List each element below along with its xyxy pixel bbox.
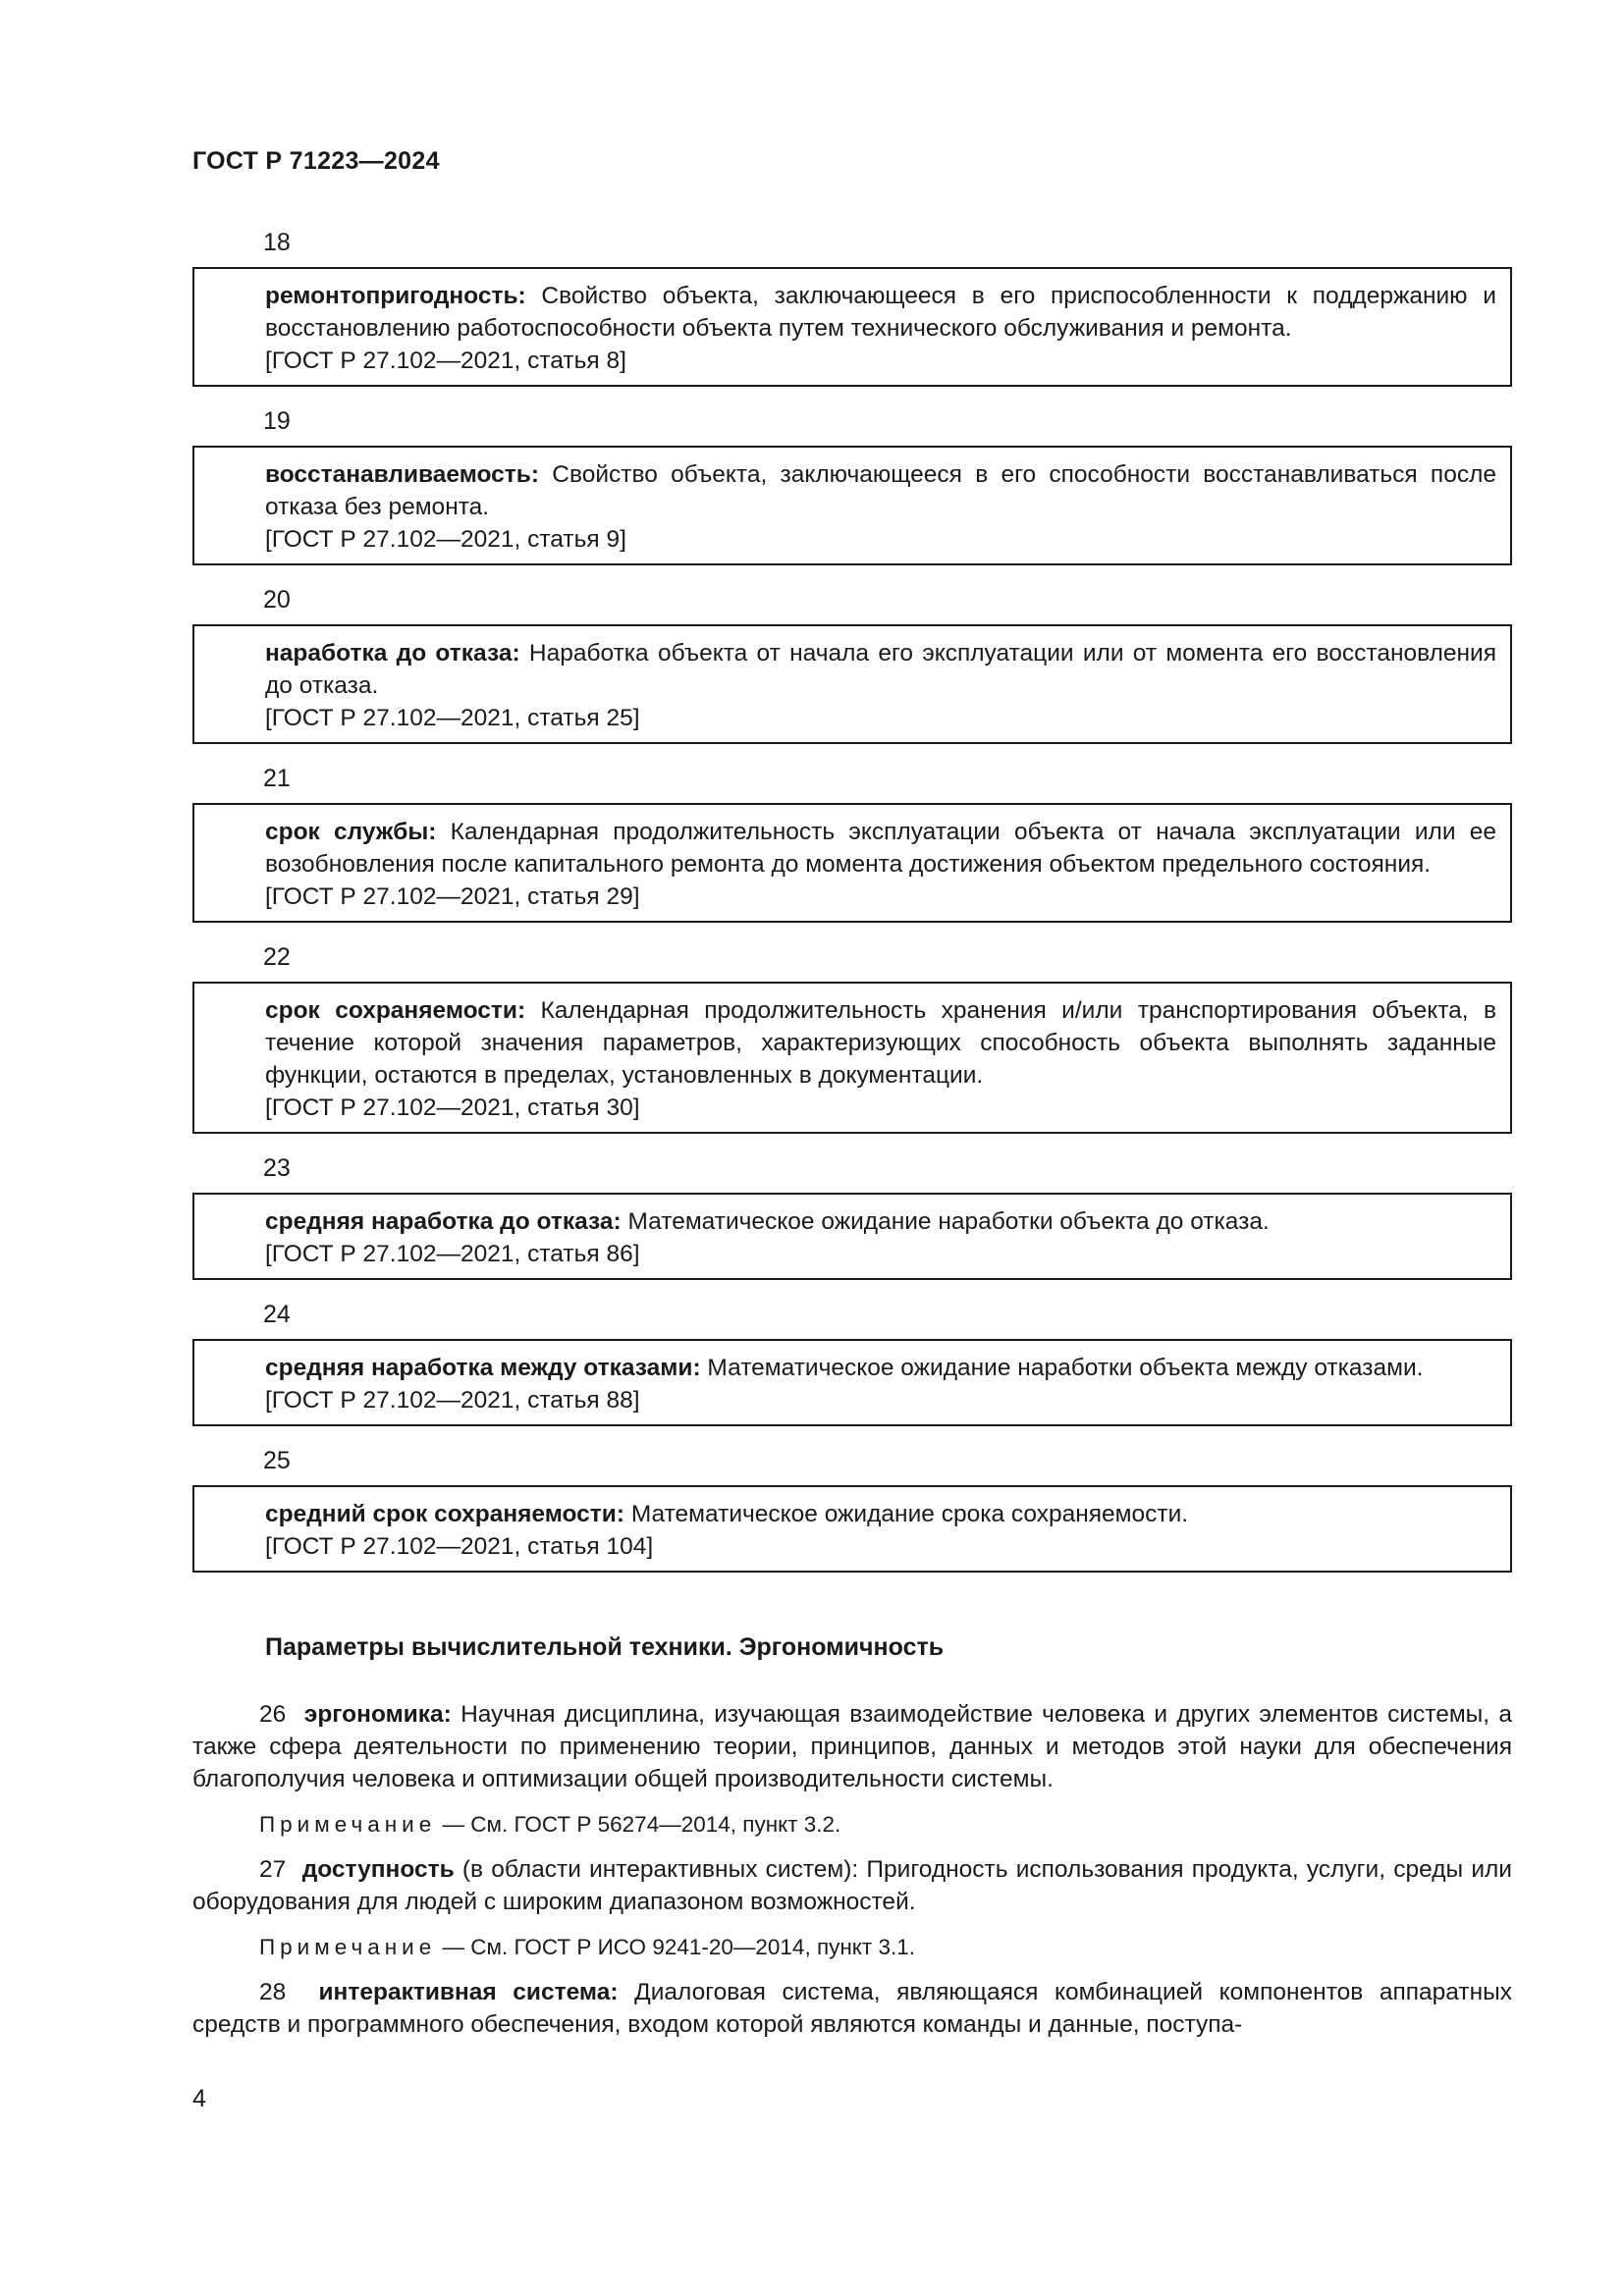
term-definition: Математическое ожидание наработки объекта до отказа. [621, 1208, 1270, 1235]
term-name: восстанавливаемость: [265, 461, 539, 488]
term-name: интерактивная система: [318, 1979, 619, 2005]
term-entry-22 [192, 936, 1512, 1134]
term-definition: Математическое ожидание наработки объекта между отказами. [700, 1355, 1424, 1381]
term-box [192, 624, 1512, 744]
term-entry-21 [192, 758, 1512, 923]
term-box [192, 803, 1512, 923]
term-reference: [ГОСТ Р 27.102—2021, статья 30] [265, 1095, 640, 1121]
term-name: наработка до отказа: [265, 640, 520, 667]
term-entry-24 [192, 1294, 1512, 1426]
term-entry-23 [192, 1148, 1512, 1280]
term-definition: Математическое ожидание срока сохраняемости. [624, 1501, 1189, 1527]
note-27 [192, 1931, 1512, 1963]
term-name: эргономика: [303, 1701, 452, 1728]
term-text [208, 1205, 1496, 1238]
term-definition: Календарная продолжительность хранения и/или транспортирования объекта, в течение которой значения параметров, характеризующих способность объекта выполнять заданные функции, остаются в пределах, установленных в документации. [265, 997, 1496, 1089]
term-box [192, 1485, 1512, 1573]
term-text [208, 280, 1496, 345]
term-number: 18 [263, 229, 291, 256]
term-box [192, 982, 1512, 1134]
note-text: — См. ГОСТ Р 56274—2014, пункт 3.2. [436, 1812, 841, 1837]
note-label: Примечание [259, 1935, 437, 1959]
term-box [192, 267, 1512, 387]
term-definition: Свойство объекта, заключающееся в его приспособленности к поддержанию и восстановлению работоспособности объекта путем технического обслуживания и ремонта. [265, 283, 1496, 342]
term-number: 20 [263, 586, 291, 614]
note-text: — См. ГОСТ Р ИСО 9241-20—2014, пункт 3.1. [436, 1935, 915, 1959]
paragraph-26 [192, 1698, 1512, 1795]
term-definition: Календарная продолжительность эксплуатации объекта от начала эксплуатации или ее возобновления после капитального ремонта до момента достижения объектом предельного состояния. [265, 819, 1496, 878]
term-definition: Наработка объекта от начала его эксплуатации или от момента его восстановления до отказа. [265, 640, 1497, 699]
term-name: средняя наработка до отказа: [265, 1208, 622, 1235]
term-number: 22 [263, 943, 291, 971]
term-entry-20 [192, 579, 1512, 744]
term-name: срок службы: [265, 819, 437, 845]
term-text [208, 1498, 1496, 1530]
term-entry-25 [192, 1440, 1512, 1573]
term-definition: (в области интерактивных систем): Пригодность использования продукта, услуги, среды или оборудования для людей с широким диапазоном возможностей. [192, 1856, 1512, 1915]
term-number: 25 [263, 1447, 291, 1474]
page-number: 4 [192, 2085, 206, 2112]
term-reference: [ГОСТ Р 27.102—2021, статья 25] [265, 705, 640, 731]
term-name: доступность [301, 1856, 455, 1883]
term-name: ремонтопригодность: [265, 283, 526, 309]
section-heading: Параметры вычислительной техники. Эргономичность [265, 1633, 945, 1661]
term-text [208, 1352, 1496, 1384]
term-number: 23 [263, 1154, 291, 1182]
term-text [208, 458, 1496, 523]
term-box [192, 1339, 1512, 1426]
term-box [192, 1193, 1512, 1280]
term-name: средняя наработка между отказами: [265, 1355, 701, 1381]
term-name: срок сохраняемости: [265, 997, 526, 1024]
term-reference: [ГОСТ Р 27.102—2021, статья 8] [265, 347, 626, 374]
term-text [208, 994, 1496, 1092]
term-definition: Диалоговая система, являющаяся комбинацией компонентов аппаратных средств и программного обеспечения, входом которой являются команды и данные, поступа- [192, 1979, 1513, 2038]
paragraph-number: 27 [259, 1856, 287, 1883]
term-entry-19 [192, 400, 1512, 565]
term-reference: [ГОСТ Р 27.102—2021, статья 104] [265, 1533, 654, 1560]
paragraph-28 [192, 1976, 1512, 2041]
term-reference: [ГОСТ Р 27.102—2021, статья 9] [265, 526, 626, 553]
paragraph-number: 26 [259, 1701, 287, 1728]
term-box [192, 446, 1512, 565]
term-number: 21 [263, 765, 291, 792]
term-text [208, 816, 1496, 881]
note-label: Примечание [259, 1812, 437, 1837]
document-header: ГОСТ Р 71223—2024 [192, 147, 440, 175]
term-reference: [ГОСТ Р 27.102—2021, статья 86] [265, 1241, 640, 1267]
term-entry-18 [192, 222, 1512, 387]
term-reference: [ГОСТ Р 27.102—2021, статья 29] [265, 883, 640, 910]
term-name: средний срок сохраняемости: [265, 1501, 625, 1527]
paragraph-number: 28 [259, 1979, 287, 2005]
terms-list [192, 222, 1512, 1586]
note-26 [192, 1808, 1512, 1841]
paragraph-27 [192, 1853, 1512, 1918]
term-number: 19 [263, 407, 291, 435]
section-body [192, 1698, 1512, 2054]
term-reference: [ГОСТ Р 27.102—2021, статья 88] [265, 1387, 640, 1414]
term-number: 24 [263, 1301, 291, 1328]
term-definition: Научная дисциплина, изучающая взаимодействие человека и других элементов системы, а также сфера деятельности по применению теории, принципов, данных и методов этой науки для обеспечения благополучия человека и оптимизации общей производительности системы. [192, 1701, 1512, 1792]
term-definition: Свойство объекта, заключающееся в его способности восстанавливаться после отказа без ремонта. [265, 461, 1496, 520]
term-text [208, 637, 1496, 702]
